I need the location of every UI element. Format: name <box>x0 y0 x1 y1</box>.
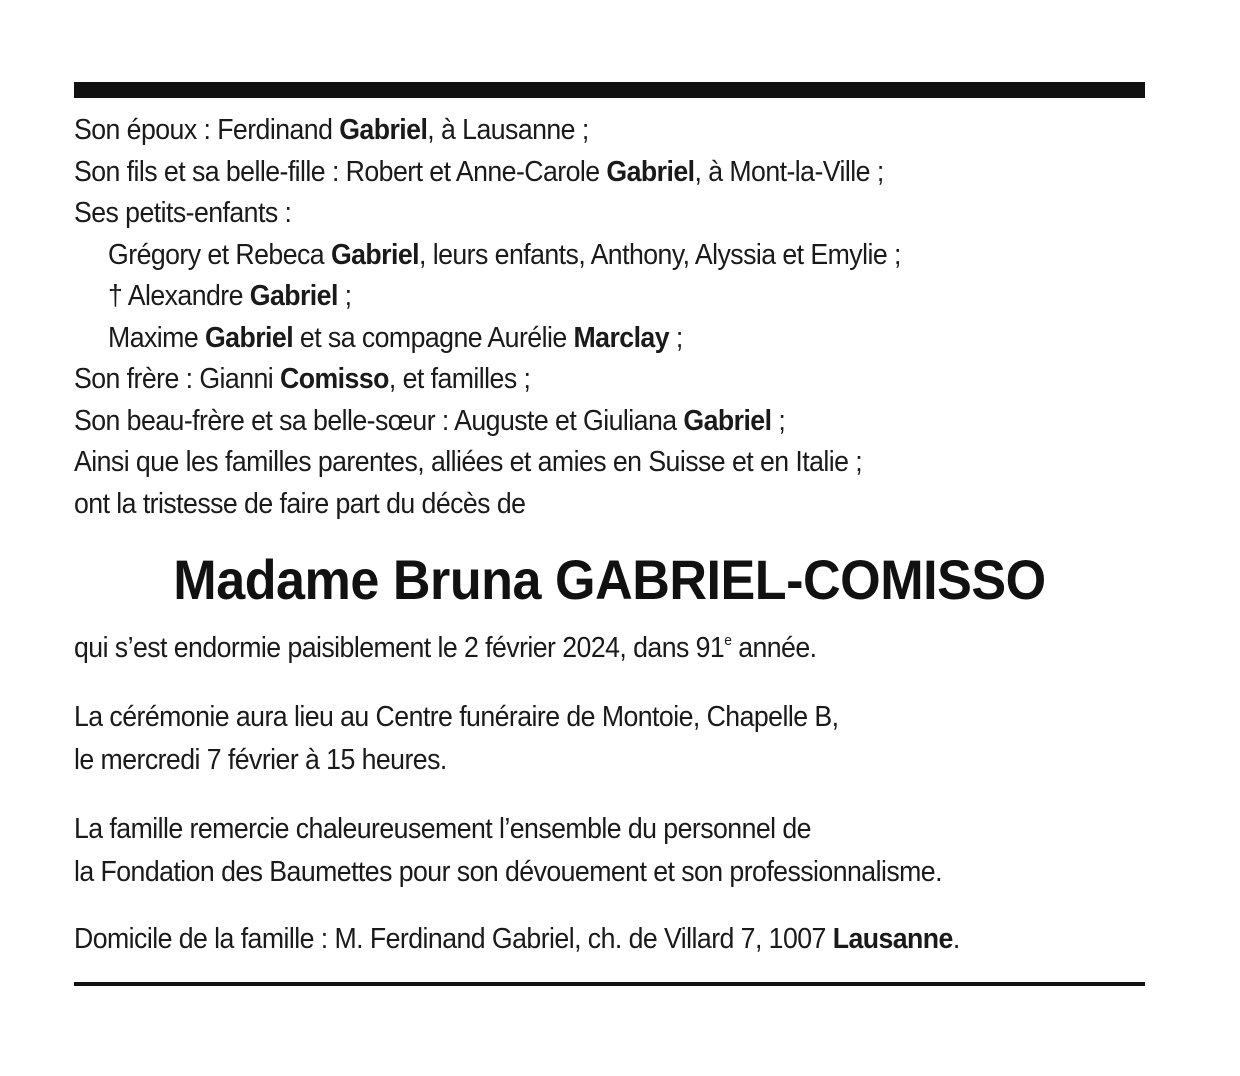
domicile-paragraph: Domicile de la famille : M. Ferdinand Gabriel, ch. de Villard 7, 1007 Lausanne. <box>74 923 960 955</box>
deceased-name: Madame Bruna GABRIEL-COMISSO <box>173 548 1046 611</box>
grandchildren-heading: Ses petits-enfants : <box>74 197 292 229</box>
spouse-line: Son époux : Ferdinand Gabriel, à Lausanne ; <box>74 114 589 146</box>
brother-line: Son frère : Gianni Comisso, et familles ; <box>74 363 531 395</box>
ceremony-paragraph: La cérémonie aura lieu au Centre funéraire de Montoie, Chapelle B, le mercredi 7 février à 15 heures. <box>74 701 839 776</box>
announcement-line: ont la tristesse de faire part du décès de <box>74 487 526 520</box>
relatives-line: Ainsi que les familles parentes, alliées et amies en Suisse et en Italie ; <box>74 446 863 478</box>
obituary-notice <box>74 82 1145 961</box>
bottom-rule <box>74 982 1145 986</box>
top-rule <box>74 82 1145 98</box>
grandchild-line: Maxime Gabriel et sa compagne Aurélie Marclay ; <box>108 321 683 354</box>
grandchild-line: † Alexandre Gabriel ; <box>108 280 352 312</box>
family-list <box>74 110 1059 525</box>
in-laws-line: Son beau-frère et sa belle-sœur : Auguste et Giuliana Gabriel ; <box>74 404 786 437</box>
grandchild-line: Grégory et Rebeca Gabriel, leurs enfants, Anthony, Alyssia et Emylie ; <box>108 238 901 271</box>
thanks-paragraph: La famille remercie chaleureusement l’ensemble du personnel de la Fondation des Baumettes pour son dévouement et son professionnalisme. <box>74 813 942 888</box>
son-line: Son fils et sa belle-fille : Robert et Anne-Carole Gabriel, à Mont-la-Ville ; <box>74 155 884 188</box>
death-paragraph: qui s’est endormie paisiblement le 2 février 2024, dans 91e année. <box>74 632 817 664</box>
